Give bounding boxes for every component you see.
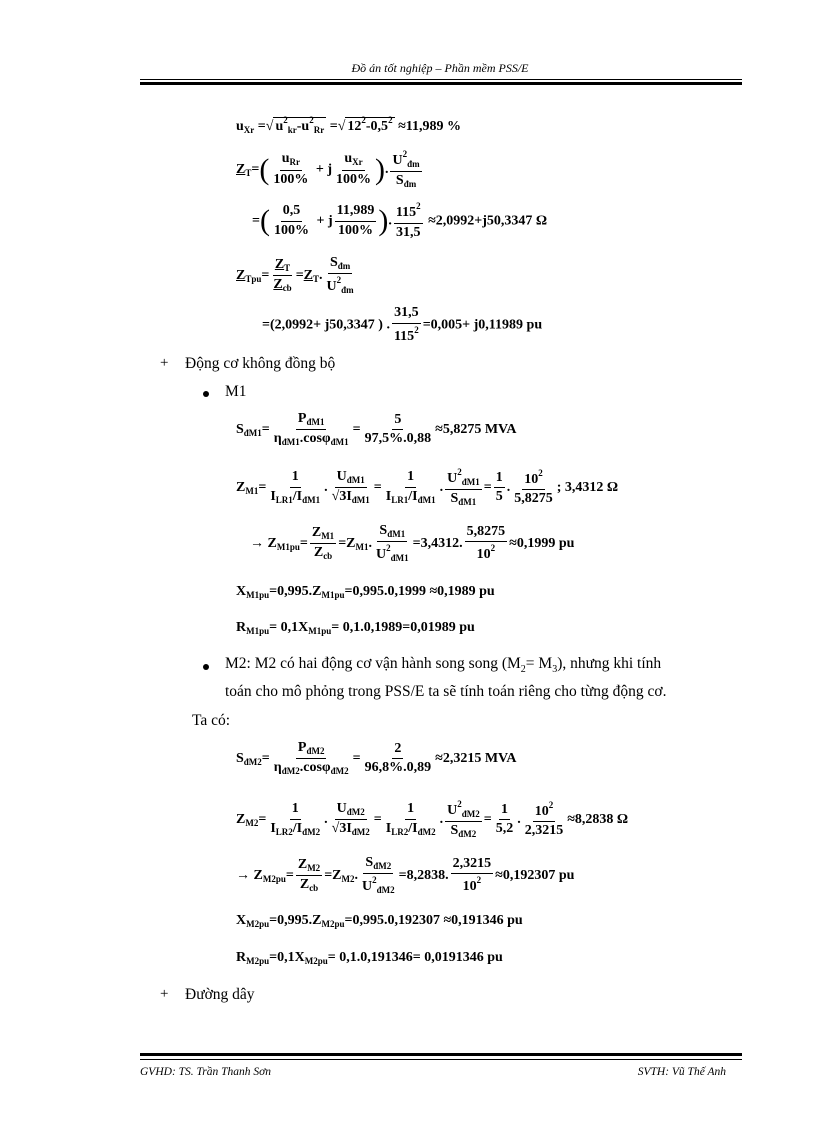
m2-zpu-mid: 8,2838. (406, 868, 449, 884)
m2-s-den: 96,8%.0,89 (364, 760, 432, 776)
equation-m1-zpu: → $Z_{M1pu}=$ $\frac{Z_{M1}}{Z_{cb}}$ $=Z_{M1}$. $\frac{S_{đM1}}{U^2_{đM1}}$ =3,4312. $\frac{5,8275}{10^2}$ ≈0,1999 pu (250, 523, 575, 564)
m2-s-num: 2 (392, 742, 403, 760)
equation-m2-r: $R_{M2pu}=0,1X_{M2pu}= 0,1.0,191346= 0,0191346$ pu (236, 950, 503, 966)
ztpu-paren: (2,0992+ j50,3347 ) (269, 317, 383, 333)
ztpu-result: 0,005+ j0,11989 pu (430, 317, 543, 333)
m2-para-eq: = M (525, 655, 553, 672)
m1-z-den-1: 5 (495, 489, 503, 505)
m1-z-num-2: 10 (524, 471, 539, 487)
equation-m1-s: $S_{đM1}=$ $\frac{P_{đM1}}{\eta_{đM1}.\cos\varphi_{đM1}}$ = $\frac{5}{97,5\%.0,88}$ ≈5,8275 MVA (236, 411, 517, 448)
m2-z-result: 8,2838 Ω (574, 812, 629, 828)
m1-x-prefix: =0,995. (269, 584, 313, 599)
m2-para-part1: M2: M2 có hai động cơ vận hành song song (M (225, 655, 521, 672)
m1-zpu-result: 0,1999 pu (516, 536, 575, 552)
header-rule-thick (140, 82, 742, 85)
zt-result: 2,0992+j50,3347 Ω (435, 213, 548, 229)
plus-bullet-line: + (160, 986, 169, 1002)
zt-num-2: 11,989 (335, 204, 377, 222)
equation-zt-numeric: =( $\frac{0,5}{100\%}$ + j $\frac{11,989}{100\%}$ ). $\frac{115^2}{31,5}$ ≈2,0992+j50,3347 Ω (252, 201, 548, 240)
m2-zpu-num: 2,3215 (451, 857, 494, 875)
motor-heading: Động cơ không đồng bộ (185, 355, 336, 372)
equation-m2-x: $X_{M2pu}=0,995.Z_{M2pu}=0,995.0,192307 \approx 0,191346$ pu (236, 913, 523, 929)
m1-s-num: 5 (392, 413, 403, 431)
ta-co-label: Ta có: (192, 712, 231, 729)
equation-m2-zpu: → $Z_{M2pu}=$ $\frac{Z_{M2}}{Z_{cb}}$ $=Z_{M2}$. $\frac{S_{đM2}}{U^2_{đM2}}$ =8,2838. $\frac{2,3215}{10^2}$ ≈0,192307 pu (236, 855, 575, 896)
m2-para-rest: ), nhưng khi tính (557, 655, 662, 672)
ux-result: 11,989 % (405, 119, 461, 134)
bullet-m2 (203, 664, 209, 670)
header-rule-thin (140, 79, 742, 80)
plus-bullet-motor: + (160, 355, 169, 371)
footer-student: SVTH: Vũ Thế Anh (637, 1066, 726, 1078)
m1-zpu-mid: 3,4312. (420, 536, 463, 552)
m2-para-sub1: 2 (520, 664, 526, 676)
ztpu-den: 115 (393, 328, 415, 344)
equation-zt-general: $Z_T=$( $\frac{u_{Rr}}{100\%}$ + j $\frac{u_{Xr}}{100\%}$ ). $\frac{U^2_{đm}}{S_{đm}}$ (236, 149, 420, 190)
equation-m2-s: $S_{đM2}=$ $\frac{P_{đM2}}{\eta_{đM2}.\cos\varphi_{đM2}}$ = $\frac{2}{96,8\%.0,89}$ ≈2,3215 MVA (236, 740, 517, 777)
footer-supervisor: GVHD: TS. Trần Thanh Sơn (140, 1066, 272, 1078)
m1-z-result: 3,4312 Ω (564, 480, 619, 496)
m1-s-den: 97,5%.0,88 (364, 431, 432, 447)
m1-r-prefix: = 0,1X (269, 620, 309, 635)
footer-rule-thin (140, 1059, 742, 1060)
m1-label: M1 (225, 383, 247, 400)
bullet-m1 (203, 391, 209, 397)
m2-paragraph-line2: toán cho mô phỏng trong PSS/E ta sẽ tính toán riêng cho từng động cơ. (225, 683, 667, 700)
m1-r-rest: = 0,1.0,1989=0,01989 pu (331, 620, 475, 635)
m1-s-result: 5,8275 MVA (442, 422, 517, 438)
m1-zpu-num: 5,8275 (465, 525, 508, 543)
m2-x-rest: =0,995.0,192307 ≈0,191346 pu (344, 913, 523, 928)
m2-s-result: 2,3215 MVA (442, 751, 517, 767)
m2-z-num-1: 1 (499, 803, 510, 821)
m2-paragraph-line1 (225, 655, 661, 675)
m2-r-rest: = 0,1.0,191346= 0,0191346 pu (327, 950, 503, 965)
m2-z-den-1: 5,2 (495, 821, 514, 837)
equation-m1-x: $X_{M1pu}=0,995.Z_{M1pu}=0,995.0,1999 \approx 0,1989$ pu (236, 584, 495, 600)
equation-m1-r: $R_{M1pu}= 0,1X_{M1pu}= 0,1.0,1989=0,01989$ pu (236, 620, 475, 636)
m1-z-num-1: 1 (494, 471, 505, 489)
footer-rule-thick (140, 1053, 742, 1056)
m2-z-den-2: 2,3215 (524, 823, 564, 839)
page-header-title: Đồ án tốt nghiệp – Phần mềm PSS/E (351, 61, 529, 75)
m1-x-rest: =0,995.0,1999 ≈0,1989 pu (344, 584, 495, 599)
equation-ztpu-numeric: =(2,0992+ j50,3347 ) . $\frac{31,5}{115^2}$ =0,005+ j0,11989 pu (262, 305, 543, 344)
zt-den-2: 100% (337, 222, 373, 238)
m2-zpu-den: 10 (462, 879, 477, 895)
equation-ux: $u_{Xr}$ =√ $u^2_{kr}-u^2_{Rr}$ =√ $12^2-0,5^2 \approx 11,989$ % (236, 115, 461, 135)
equation-ztpu-general: $Z_{Tpu}=$ $\frac{Z_T}{Z_{cb}}$ $=Z_T$. $\frac{S_{đm}}{U^2_{đm}}$ (236, 255, 354, 296)
line-heading: Đường dây (185, 986, 255, 1003)
equation-m1-z: $Z_{M1}=$ $\frac{1}{I_{LR1}/I_{đM1}}$ . $\frac{U_{đM1}}{√3I_{đM1}}$ = $\frac{1}{I_{LR1}/I_{đM1}}$ . $\frac{U^2_{đM1}}{S_{đM1}}$ = $\frac{1}{5}$ . $\frac{10^2}{5,8275}$ ; 3,4312 Ω (236, 467, 619, 508)
zt-num-3: 115 (395, 205, 417, 220)
equation-m2-z: $Z_{M2}=$ $\frac{1}{I_{LR2}/I_{đM2}}$ . $\frac{U_{đM2}}{√3I_{đM2}}$ = $\frac{1}{I_{LR2}/I_{đM2}}$ . $\frac{U^2_{đM2}}{S_{đM2}}$ = $\frac{1}{5,2}$ . $\frac{10^2}{2,3215}$ ≈8,2838 Ω (236, 799, 629, 840)
zt-den-1: 100% (273, 222, 309, 238)
m2-z-num-2: 10 (534, 803, 549, 819)
zt-den-3: 31,5 (395, 224, 421, 240)
m1-zpu-den: 10 (476, 547, 491, 563)
m2-para-sub2: 3 (552, 664, 558, 676)
ztpu-num: 31,5 (392, 306, 421, 324)
m1-z-den-2: 5,8275 (514, 491, 553, 507)
zt-num-1: 0,5 (281, 204, 303, 222)
m2-zpu-result: 0,192307 pu (502, 868, 575, 884)
